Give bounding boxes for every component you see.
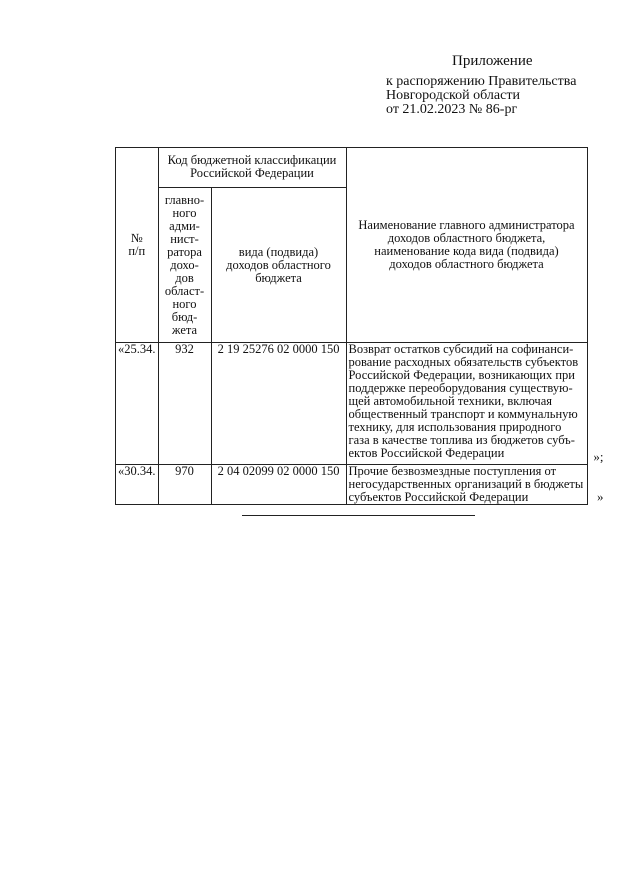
row-name-line: поддержке переоборудования существую- — [348, 381, 573, 395]
row-name-line: щей автомобильной техники, включая — [348, 394, 552, 408]
header-name — [346, 148, 587, 343]
closing-quote: » — [597, 489, 604, 504]
budget-classification-table — [115, 147, 604, 505]
header-admin-line: ратора — [167, 245, 202, 259]
header-admin-line: адми- — [169, 219, 200, 233]
row-name-line: Российской Федерации, возникающих при — [348, 368, 575, 382]
row-number: «25.34. — [116, 343, 159, 465]
row-name-line: ектов Российской Федерации — [348, 446, 505, 460]
header-name-line: доходов областного бюджета — [389, 257, 544, 271]
header-admin-line: област- — [164, 284, 205, 298]
appendix-line-1: к распоряжению Правительства — [386, 74, 577, 89]
row-name-line: рование расходных обязательств субъектов — [348, 355, 579, 369]
row-name-line: негосударственных организаций в бюджеты — [348, 477, 584, 491]
header-name-line: доходов областного бюджета, — [387, 231, 546, 245]
header-admin-line: ного — [172, 206, 197, 220]
row-type-code: 2 04 02099 02 0000 150 — [211, 465, 346, 505]
row-admin-code: 970 — [158, 465, 211, 505]
closing-quote: »; — [593, 449, 604, 464]
row-type-code: 2 19 25276 02 0000 150 — [211, 343, 346, 465]
header-type-line: доходов областного — [226, 257, 331, 272]
header-type-code — [211, 188, 346, 343]
header-name-line: Наименование главного администратора — [358, 218, 575, 232]
header-type-line: бюджета — [255, 270, 302, 285]
header-group-line: Российской Федерации — [190, 166, 314, 180]
row-name — [346, 464, 604, 505]
header-admin-line: жета — [171, 323, 198, 337]
appendix-line-3: от 21.02.2023 № 86-рг — [386, 102, 518, 117]
header-type-line: вида (подвида) — [238, 244, 319, 259]
row-name-line: газа в качестве топлива из бюджетов субъ- — [348, 433, 575, 447]
appendix-line-2: Новгородской области — [386, 88, 520, 103]
appendix-header — [386, 54, 636, 117]
header-number-line: п/п — [128, 244, 146, 258]
row-name — [346, 342, 604, 465]
appendix-title: Приложение — [452, 53, 533, 69]
header-code-group — [158, 148, 346, 188]
row-name-line: технику, для использования природного — [348, 420, 562, 434]
separator-line — [242, 515, 475, 516]
header-number-line: № — [130, 231, 143, 245]
row-name-line: Возврат остатков субсидий на софинанси- — [348, 342, 574, 356]
header-admin-line: главно- — [164, 193, 205, 207]
header-admin-line: дохо- — [170, 258, 199, 272]
table-row — [116, 465, 588, 505]
table-header-row — [116, 148, 588, 188]
row-name-line: субъектов Российской Федерации — [348, 490, 529, 504]
header-admin-line: дов — [175, 271, 194, 285]
row-name-line: Прочие безвозмездные поступления от — [348, 464, 557, 478]
table-row — [116, 343, 588, 465]
header-admin-code — [158, 188, 211, 343]
header-name-line: наименование кода вида (подвида) — [374, 244, 559, 258]
row-admin-code: 932 — [158, 343, 211, 465]
header-admin-line: бюд- — [171, 310, 198, 324]
header-group-line: Код бюджетной классификации — [167, 153, 337, 167]
row-number: «30.34. — [116, 465, 159, 505]
row-name-line: общественный транспорт и коммунальную — [348, 407, 578, 421]
header-admin-line: нист- — [170, 232, 199, 246]
header-number — [116, 148, 159, 343]
header-admin-line: ного — [172, 297, 197, 311]
